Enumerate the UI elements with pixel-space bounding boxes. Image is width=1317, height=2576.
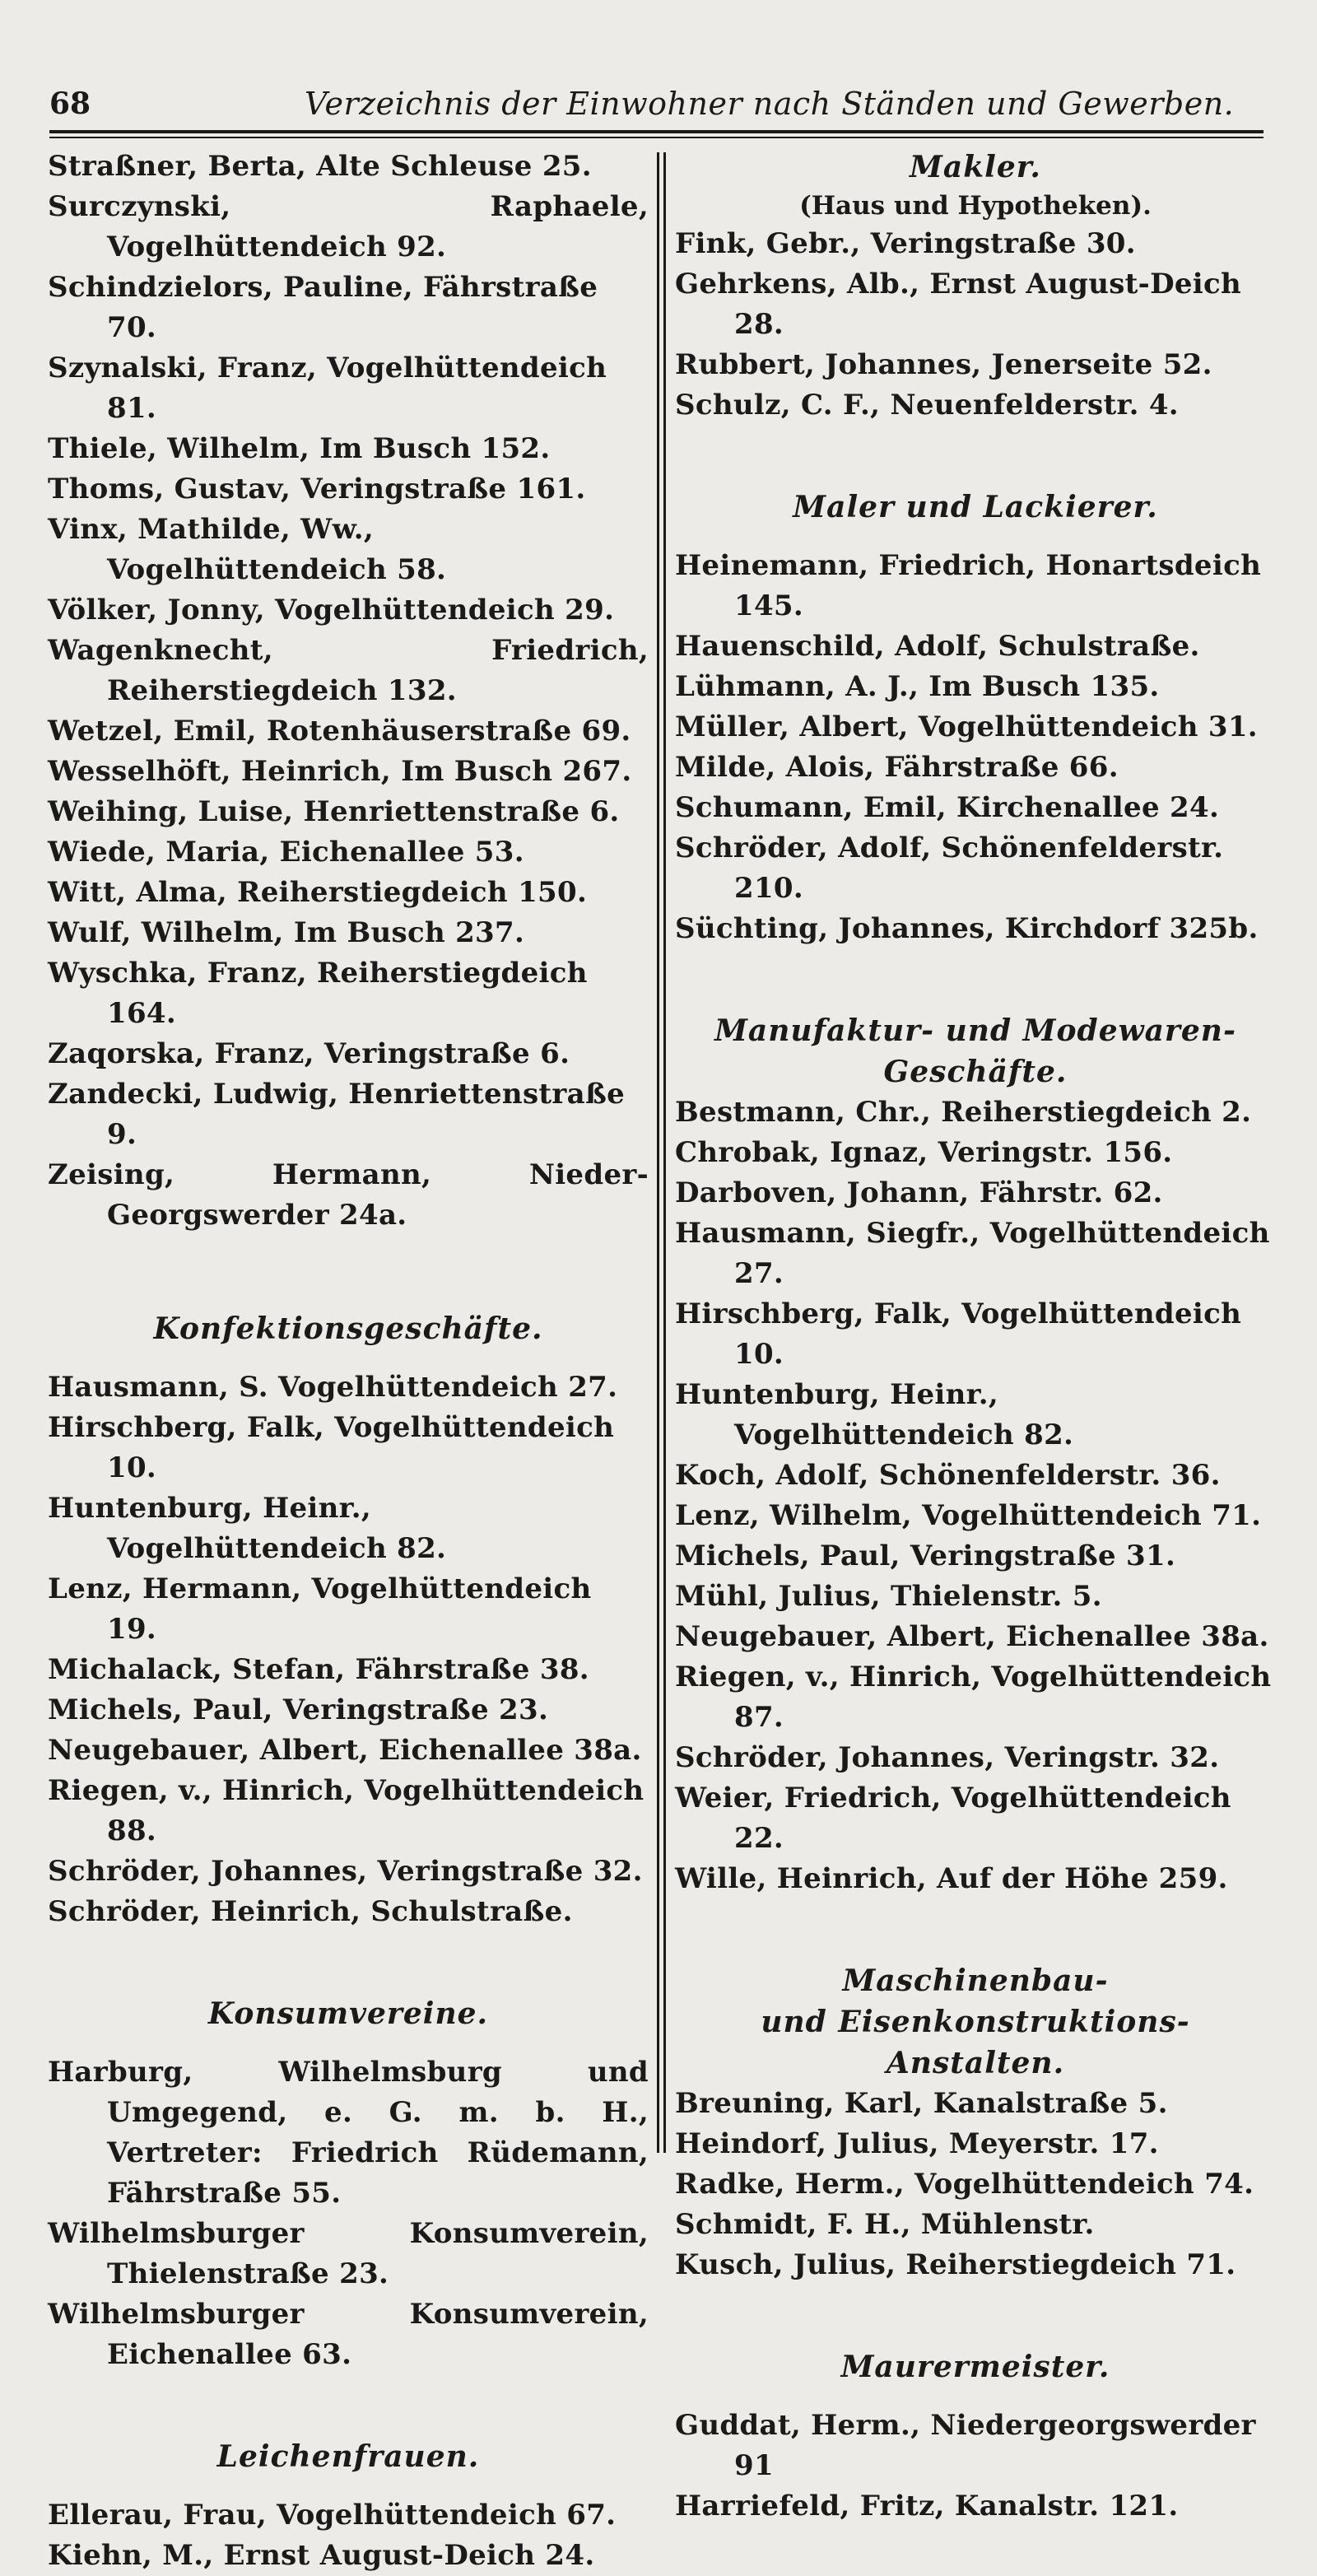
list-item: Harriefeld, Fritz, Kanalstr. 121.	[675, 2490, 1179, 2522]
list-item: Zandecki, Ludwig, Henriettenstraße 9.	[48, 1078, 626, 1151]
manufaktur-list	[675, 1092, 1276, 1899]
header-rule-thin	[49, 137, 1263, 138]
list-item: Riegen, v., Hinrich, Vogelhüttendeich 87.	[675, 1661, 1272, 1734]
list-item: Chrobak, Ignaz, Veringstr. 156.	[675, 1136, 1173, 1169]
list-item: Wille, Heinrich, Auf der Höhe 259.	[675, 1862, 1228, 1895]
list-item: Surczynski, Raphaele, Vogelhüttendeich 92.	[48, 190, 649, 263]
list-item: Huntenburg, Heinr., Vogelhüttendeich 82.	[675, 1378, 1074, 1451]
list-item: Zeising, Hermann, Nieder-Georgswerder 24a.	[48, 1158, 649, 1232]
list-item: Gehrkens, Alb., Ernst August-Deich 28.	[675, 268, 1242, 341]
column-divider-left	[657, 152, 659, 2153]
makler-list	[675, 224, 1276, 426]
section-title-maschinen-2: und Eisenkonstruktions-Anstalten.	[761, 2005, 1190, 2080]
list-item: Bestmann, Chr., Reiherstiegdeich 2.	[675, 1096, 1252, 1129]
list-item: Rubbert, Johannes, Jenerseite 52.	[675, 348, 1212, 381]
list-item: Heindorf, Julius, Meyerstr. 17.	[675, 2127, 1159, 2160]
right-column	[675, 147, 1276, 2527]
list-item: Hirschberg, Falk, Vogelhüttendeich 10.	[48, 1411, 615, 1484]
list-item: Wilhelmsburger Konsumverein, Eichenallee 63.	[48, 2298, 649, 2371]
list-item: Michels, Paul, Veringstraße 31.	[675, 1540, 1176, 1572]
list-item: Thiele, Wilhelm, Im Busch 152.	[48, 432, 551, 465]
section-title-konsum: Konsumvereine.	[207, 1996, 489, 2031]
list-item: Schulz, C. F., Neuenfelderstr. 4.	[675, 389, 1179, 422]
list-item: Hauenschild, Adolf, Schulstraße.	[675, 630, 1200, 663]
section-title-maurer: Maurermeister.	[840, 2350, 1110, 2384]
list-item: Riegen, v., Hinrich, Vogelhüttendeich 88.	[48, 1774, 645, 1847]
list-item: Hausmann, S. Vogelhüttendeich 27.	[48, 1371, 618, 1404]
list-item: Witt, Alma, Reiherstiegdeich 150.	[48, 876, 588, 909]
list-item: Neugebauer, Albert, Eichenallee 38a.	[675, 1620, 1269, 1653]
list-item: Wilhelmsburger Konsumverein, Thielenstraße 23.	[48, 2217, 649, 2290]
list-item: Weier, Friedrich, Vogelhüttendeich 22.	[675, 1782, 1231, 1855]
list-item: Guddat, Herm., Niedergeorgswerder 91	[675, 2409, 1256, 2482]
list-item: Wesselhöft, Heinrich, Im Busch 267.	[48, 755, 632, 788]
section-title-maler: Maler und Lackierer.	[793, 490, 1158, 524]
list-item: Schröder, Adolf, Schönenfelderstr. 210.	[675, 831, 1224, 905]
list-item: Heinemann, Friedrich, Honartsdeich 145.	[675, 549, 1262, 622]
list-item: Lühmann, A. J., Im Busch 135.	[675, 670, 1160, 703]
section-title-leichen: Leichenfrauen.	[216, 2439, 480, 2474]
page-header	[49, 79, 1259, 128]
list-item: Szynalski, Franz, Vogelhüttendeich 81.	[48, 352, 607, 425]
list-item: Michalack, Stefan, Fährstraße 38.	[48, 1653, 589, 1686]
list-item: Huntenburg, Heinr., Vogelhüttendeich 82.	[48, 1492, 447, 1565]
list-item: Neugebauer, Albert, Eichenallee 38a.	[48, 1734, 642, 1767]
list-item: Breuning, Karl, Kanalstraße 5.	[675, 2087, 1168, 2120]
list-item: Kiehn, M., Ernst August-Deich 24.	[48, 2539, 595, 2572]
page-number: 68	[49, 86, 91, 121]
list-item: Schröder, Heinrich, Schulstraße.	[48, 1895, 573, 1928]
list-item: Schindzielors, Pauline, Fährstraße 70.	[48, 271, 598, 344]
list-item: Michels, Paul, Veringstraße 23.	[48, 1693, 549, 1726]
list-item: Wyschka, Franz, Reiherstiegdeich 164.	[48, 957, 588, 1030]
maurer-list	[675, 2406, 1276, 2527]
list-item: Wiede, Maria, Eichenallee 53.	[48, 836, 524, 869]
list-item: Vinx, Mathilde, Ww., Vogelhüttendeich 58.	[48, 513, 447, 586]
maler-list	[675, 546, 1276, 949]
leichen-list	[48, 2495, 649, 2576]
list-item: Harburg, Wilhelmsburg und Umgegend, e. G. m. b. H., Vertreter: Friedrich Rüdemann, Fährstraße 55.	[48, 2056, 649, 2210]
list-item: Kusch, Julius, Reiherstiegdeich 71.	[675, 2248, 1236, 2281]
list-item: Völker, Jonny, Vogelhüttendeich 29.	[48, 594, 615, 627]
list-item: Müller, Albert, Vogelhüttendeich 31.	[675, 710, 1258, 743]
list-item: Thoms, Gustav, Veringstraße 161.	[48, 473, 586, 505]
list-item: Schumann, Emil, Kirchenallee 24.	[675, 791, 1220, 824]
list-item: Schmidt, F. H., Mühlenstr.	[675, 2208, 1095, 2241]
header-rule-thick	[49, 130, 1263, 133]
list-item: Schröder, Johannes, Veringstr. 32.	[675, 1741, 1220, 1774]
list-item: Mühl, Julius, Thielenstr. 5.	[675, 1580, 1102, 1613]
running-title: Verzeichnis der Einwohner nach Ständen und Gewerben.	[305, 86, 1235, 122]
list-item: Wagenknecht, Friedrich, Reiherstiegdeich 132.	[48, 634, 649, 707]
continued-list	[48, 147, 649, 1236]
konfektion-list	[48, 1367, 649, 1932]
list-item: Lenz, Wilhelm, Vogelhüttendeich 71.	[675, 1499, 1262, 1532]
section-title-konfektion: Konfektionsgeschäfte.	[153, 1311, 543, 1346]
list-item: Fink, Gebr., Veringstraße 30.	[675, 227, 1136, 260]
list-item: Wulf, Wilhelm, Im Busch 237.	[48, 916, 525, 949]
list-item: Lenz, Hermann, Vogelhüttendeich 19.	[48, 1572, 592, 1646]
section-title-makler: Makler.	[910, 150, 1041, 184]
konsum-list	[48, 2052, 649, 2375]
list-item: Radke, Herm., Vogelhüttendeich 74.	[675, 2168, 1254, 2201]
list-item: Straßner, Berta, Alte Schleuse 25.	[48, 150, 592, 183]
section-subtitle-makler: (Haus und Hypotheken).	[799, 191, 1152, 221]
list-item: Hausmann, Siegfr., Vogelhüttendeich 27.	[675, 1217, 1270, 1290]
section-title-manufaktur-2: Geschäfte.	[883, 1055, 1068, 1089]
list-item: Süchting, Johannes, Kirchdorf 325b.	[675, 912, 1259, 945]
list-item: Zaqorska, Franz, Veringstraße 6.	[48, 1037, 570, 1070]
column-divider-right	[663, 152, 666, 2153]
list-item: Schröder, Johannes, Veringstraße 32.	[48, 1855, 643, 1888]
list-item: Koch, Adolf, Schönenfelderstr. 36.	[675, 1459, 1221, 1492]
list-item: Weihing, Luise, Henriettenstraße 6.	[48, 795, 620, 828]
list-item: Ellerau, Frau, Vogelhüttendeich 67.	[48, 2499, 617, 2532]
maschinen-list	[675, 2084, 1276, 2285]
list-item: Milde, Alois, Fährstraße 66.	[675, 751, 1119, 784]
left-column	[48, 147, 649, 2576]
list-item: Hirschberg, Falk, Vogelhüttendeich 10.	[675, 1297, 1242, 1371]
list-item: Wetzel, Emil, Rotenhäuserstraße 69.	[48, 715, 631, 748]
section-title-maschinen-1: Maschinenbau-	[842, 1963, 1109, 1998]
section-title-manufaktur-1: Manufaktur- und Modewaren-	[714, 1013, 1236, 1048]
list-item: Darboven, Johann, Fährstr. 62.	[675, 1176, 1163, 1209]
